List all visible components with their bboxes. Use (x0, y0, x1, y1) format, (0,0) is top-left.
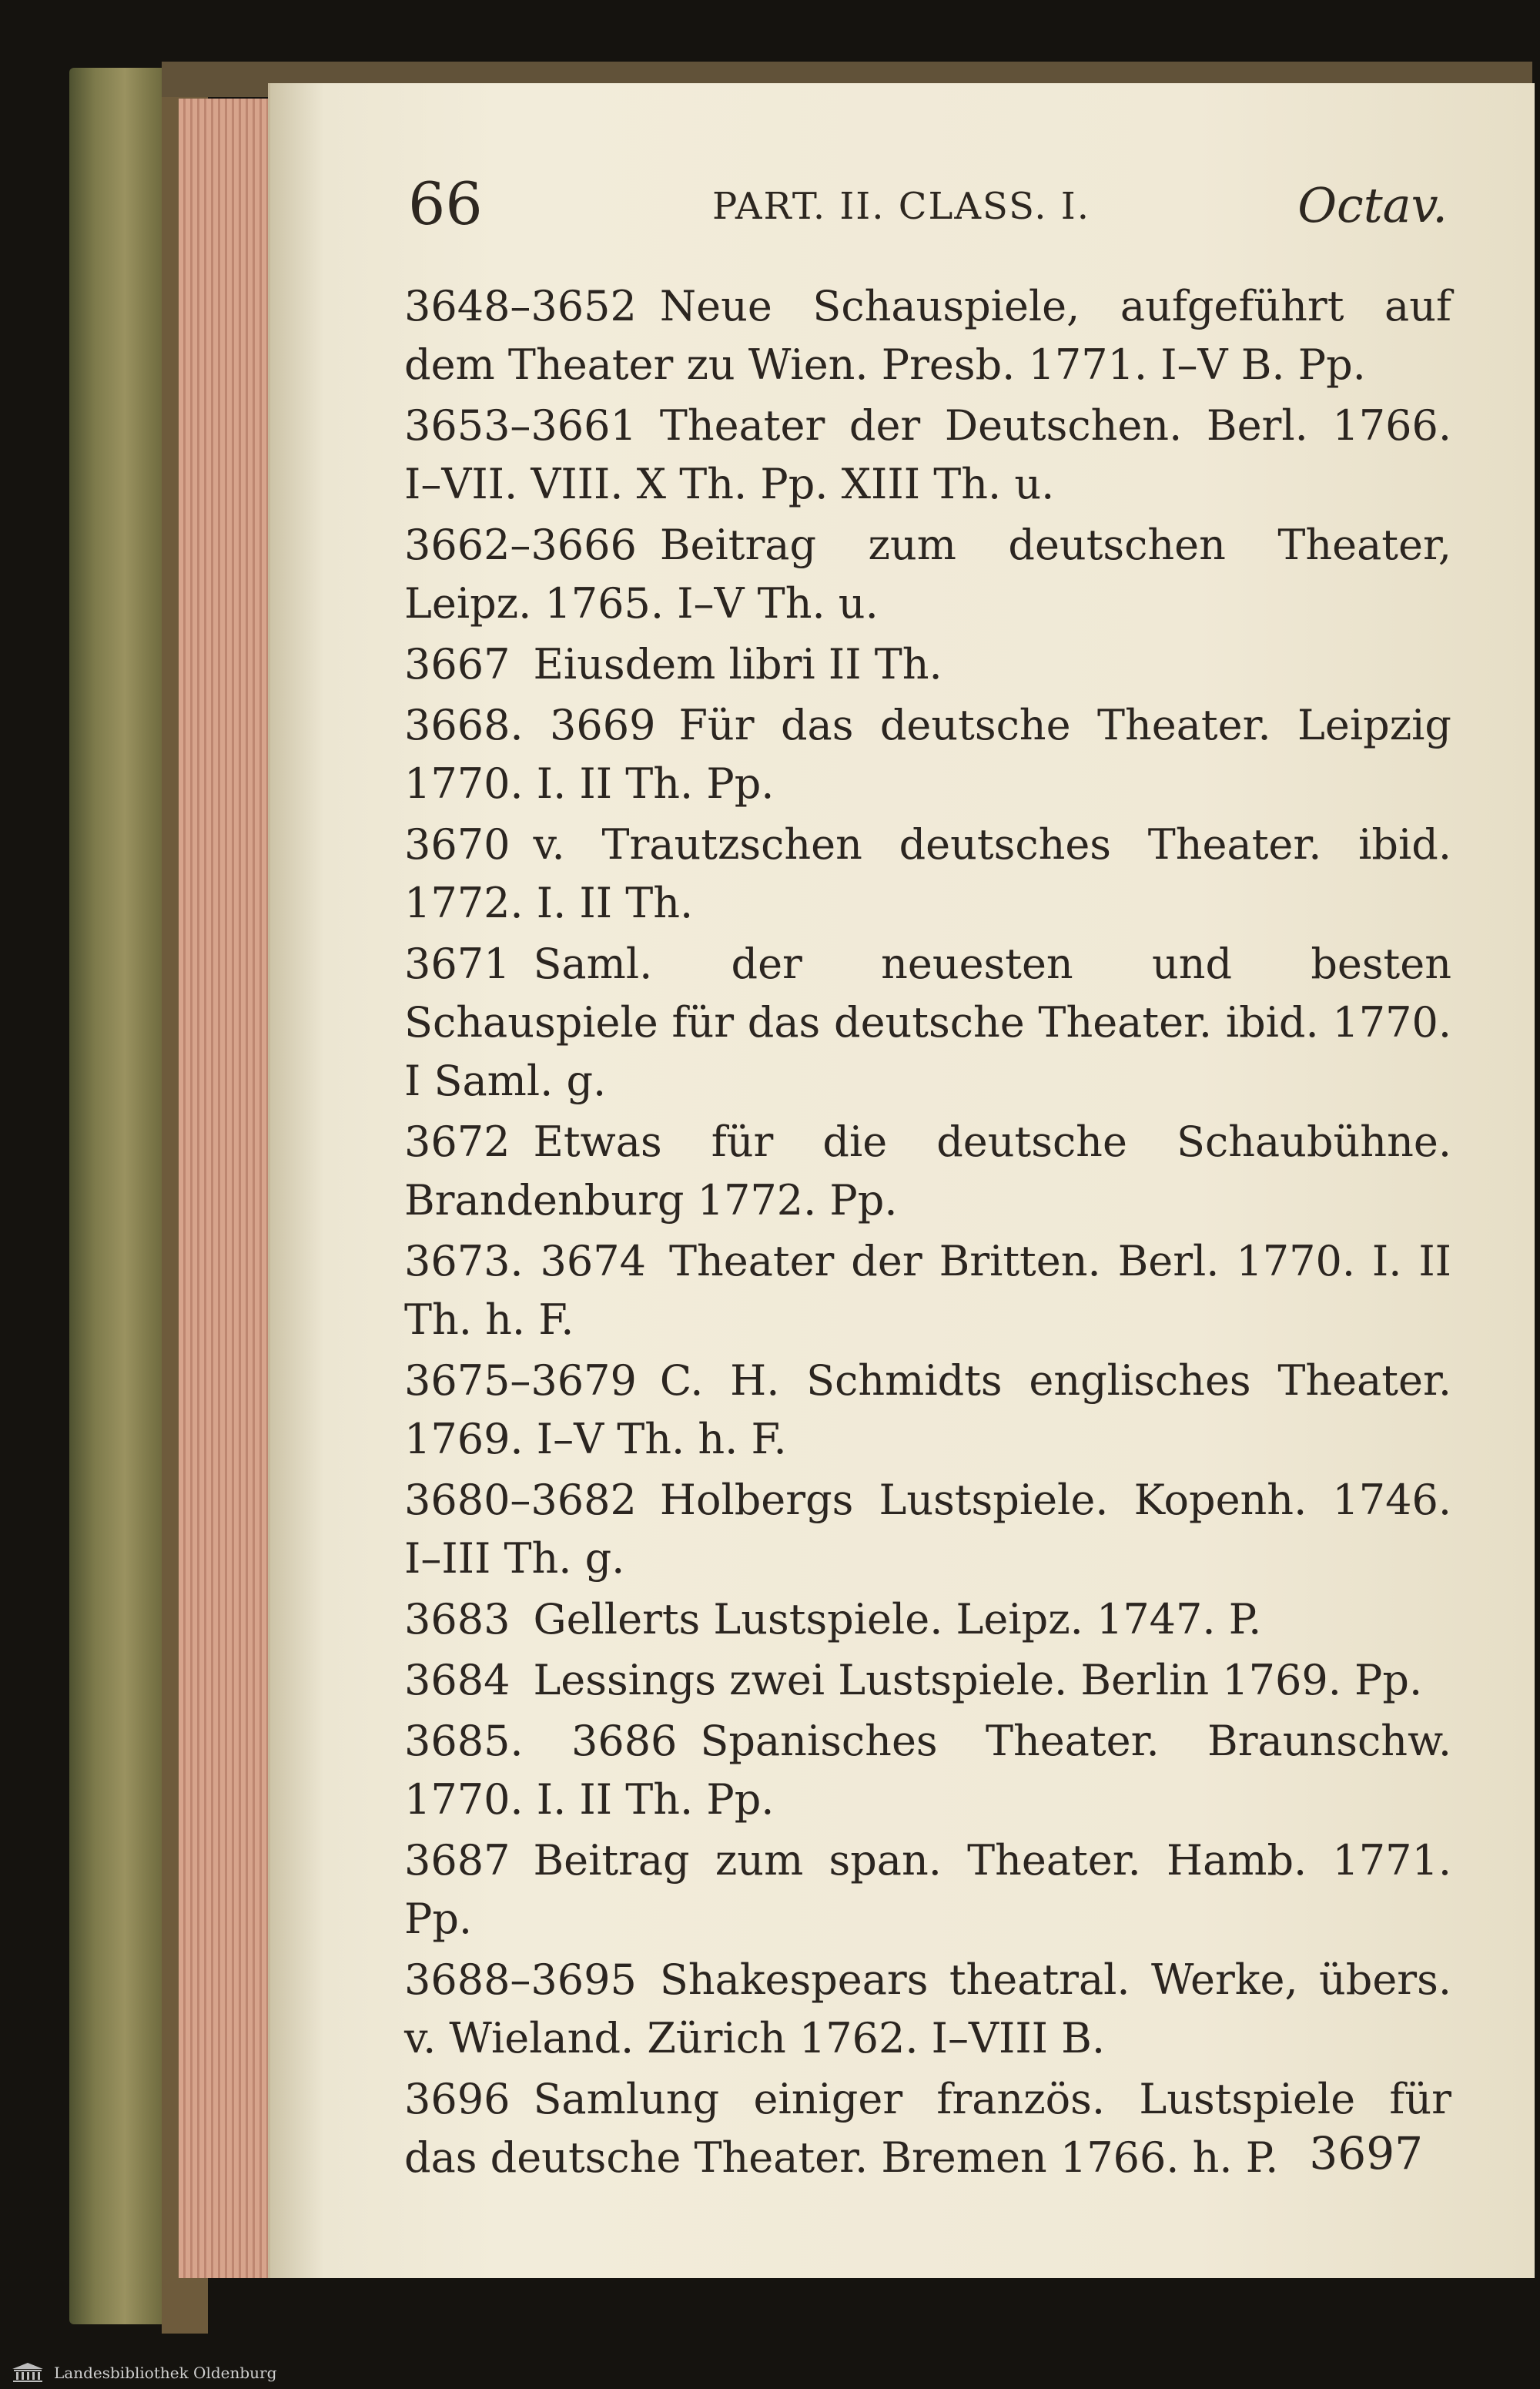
library-building-icon (11, 2361, 45, 2383)
catalog-entry (404, 397, 1451, 514)
catalog-entry (404, 1232, 1451, 1349)
library-name: Landesbibliothek Oldenburg (54, 2364, 277, 2382)
entry-text: v. Trautzschen deutsches Theater. ibid. 1772. I. II Th. (404, 820, 1451, 927)
entry-text: Spanisches Theater. Braunschw. 1770. I. II Th. Pp. (404, 1717, 1451, 1824)
page-header (408, 169, 1448, 239)
entry-number: 3673. 3674 (404, 1237, 646, 1285)
library-footer (0, 2355, 308, 2389)
catalog-entry (404, 1471, 1451, 1588)
catalog-entry (404, 635, 1451, 694)
entry-number: 3667 (404, 640, 511, 689)
catalog-entry (404, 1712, 1451, 1829)
catalog-entry (404, 1113, 1451, 1230)
entry-number: 3668. 3669 (404, 701, 656, 749)
catalog-entry (404, 516, 1451, 633)
catalog-entry (404, 1352, 1451, 1469)
entry-number: 3683 (404, 1595, 511, 1643)
entry-number: 3696 (404, 2075, 511, 2123)
entry-number: 3680–3682 (404, 1476, 637, 1524)
catalog-entry (404, 1951, 1451, 2068)
entry-text: C. H. Schmidts englisches Theater. 1769. I–V Th. h. F. (404, 1356, 1451, 1463)
entry-text: Lessings zwei Lustspiele. Berlin 1769. Pp. (533, 1656, 1423, 1704)
entry-text: Neue Schauspiele, aufgeführt auf dem Theater zu Wien. Presb. 1771. I–V B. Pp. (404, 282, 1451, 389)
entry-number: 3688–3695 (404, 1955, 637, 2004)
entry-text: Etwas für die deutsche Schaubühne. Brandenburg 1772. Pp. (404, 1117, 1451, 1225)
catalog-entry (404, 2070, 1451, 2187)
entry-text: Samlung einiger französ. Lustspiele für das deutsche Theater. Bremen 1766. h. P. (404, 2075, 1451, 2182)
catalog-entry (404, 935, 1451, 1111)
entry-text: Für das deutsche Theater. Leipzig 1770. I. II Th. Pp. (404, 701, 1451, 808)
entry-text: Saml. der neuesten und besten Schauspiele für das deutsche Theater. ibid. 1770. I Saml. g. (404, 940, 1451, 1105)
running-head: PART. II. CLASS. I. (712, 185, 1090, 228)
entry-number: 3648–3652 (404, 282, 637, 330)
catalog-entry (404, 696, 1451, 813)
entry-text: Gellerts Lustspiele. Leipz. 1747. P. (533, 1595, 1262, 1643)
catalog-entry (404, 277, 1451, 394)
catalog-entry (404, 816, 1451, 933)
entry-text: Beitrag zum span. Theater. Hamb. 1771. Pp. (404, 1836, 1451, 1943)
entry-number: 3671 (404, 940, 511, 988)
entry-number: 3670 (404, 820, 511, 869)
catchword: 3697 (1309, 2127, 1423, 2180)
entry-text: Shakespears theatral. Werke, übers. v. Wieland. Zürich 1762. I–VIII B. (404, 1955, 1451, 2062)
entry-text: Theater der Britten. Berl. 1770. I. II Th. h. F. (404, 1237, 1451, 1344)
catalog-entry (404, 1651, 1451, 1710)
entry-number: 3662–3666 (404, 521, 637, 569)
format-label: Octav. (1297, 177, 1448, 233)
entry-number: 3687 (404, 1836, 511, 1885)
catalog-entries (404, 277, 1451, 2190)
entry-number: 3685. 3686 (404, 1717, 678, 1765)
entry-number: 3653–3661 (404, 401, 637, 450)
entry-number: 3684 (404, 1656, 511, 1704)
catalog-entry (404, 1590, 1451, 1649)
entry-text: Eiusdem libri II Th. (533, 640, 942, 689)
entry-text: Holbergs Lustspiele. Kopenh. 1746. I–III Th. g. (404, 1476, 1451, 1583)
entry-number: 3672 (404, 1117, 511, 1166)
page-number: 66 (408, 169, 483, 238)
catalog-entry (404, 1831, 1451, 1948)
entry-text: Theater der Deutschen. Berl. 1766. I–VII. VIII. X Th. Pp. XIII Th. u. (404, 401, 1451, 508)
entry-number: 3675–3679 (404, 1356, 637, 1405)
entry-text: Beitrag zum deutschen Theater, Leipz. 1765. I–V Th. u. (404, 521, 1451, 628)
